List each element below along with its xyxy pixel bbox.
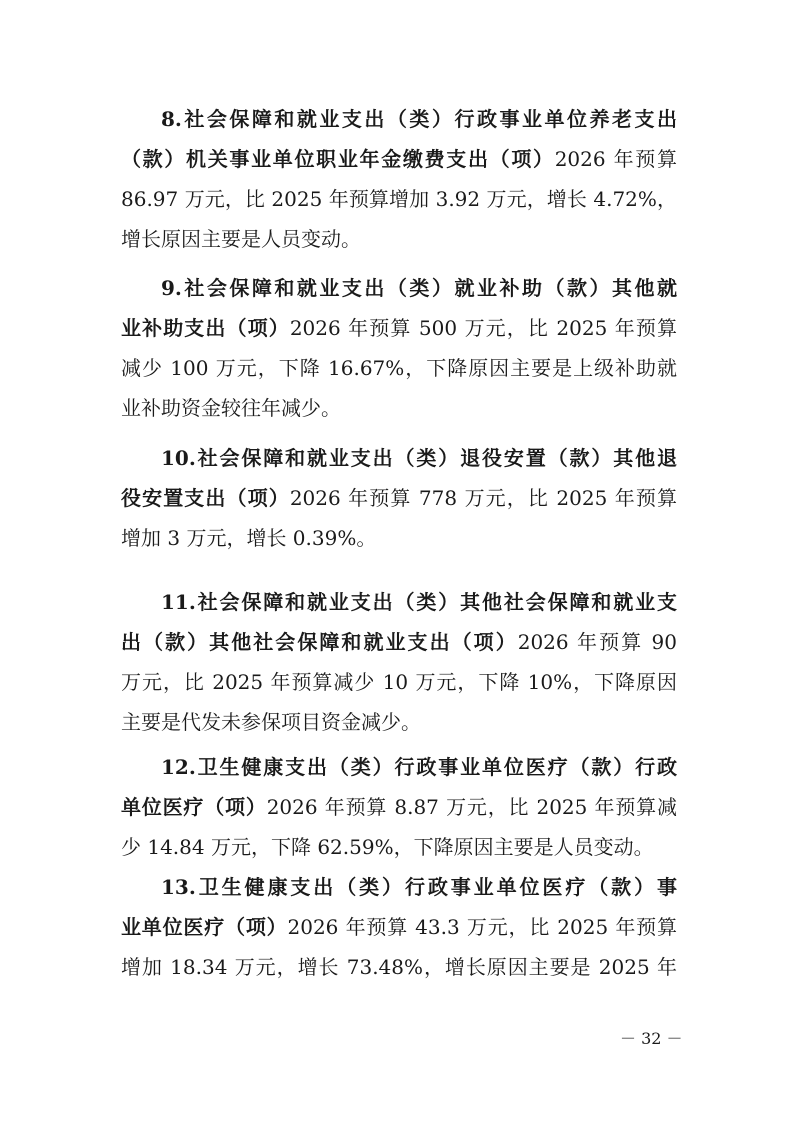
text-segment: 2026 年预算 90	[517, 630, 678, 654]
bold-text-segment: 出（款）其他社会保障和就业支出（项）	[121, 630, 518, 654]
text-segment: 增加 18.34 万元，增长 73.48%，增长原因主要是 2025 年	[121, 955, 677, 979]
text-line	[121, 954, 677, 980]
bold-text-segment: 11.社会保障和就业支出（类）其他社会保障和就业支	[161, 590, 677, 614]
text-segment: 2026 年预算 500 万元，比 2025 年预算	[289, 316, 677, 340]
text-line	[121, 709, 677, 735]
text-line	[121, 395, 677, 421]
text-line	[121, 794, 677, 820]
text-line	[121, 525, 677, 551]
text-line	[121, 315, 677, 341]
bold-text-segment: 役安置支出（项）	[121, 486, 290, 510]
text-line	[121, 485, 677, 511]
text-segment: 业补助资金较往年减少。	[121, 396, 341, 420]
text-segment: 86.97 万元，比 2025 年预算增加 3.92 万元，增长 4.72%，	[121, 187, 677, 211]
text-segment: 2026 年预算 778 万元，比 2025 年预算	[289, 486, 677, 510]
text-segment: 增长原因主要是人员变动。	[121, 227, 361, 251]
text-line	[121, 629, 677, 655]
bold-text-segment: 12.卫生健康支出（类）行政事业单位医疗（款）行政	[161, 755, 677, 779]
text-segment: 少 14.84 万元，下降 62.59%，下降原因主要是人员变动。	[121, 835, 654, 859]
text-segment: 主要是代发未参保项目资金减少。	[121, 710, 421, 734]
text-line	[121, 834, 677, 860]
bold-text-segment: 10.社会保障和就业支出（类）退役安置（款）其他退	[161, 446, 677, 470]
text-line	[161, 754, 677, 780]
text-line	[121, 146, 677, 172]
text-segment: 减少 100 万元，下降 16.67%，下降原因主要是上级补助就	[121, 356, 677, 380]
text-segment: 万元，比 2025 年预算减少 10 万元，下降 10%，下降原因	[121, 670, 677, 694]
bold-text-segment: 13.卫生健康支出（类）行政事业单位医疗（款）事	[161, 875, 677, 899]
text-line	[121, 355, 677, 381]
bold-text-segment: 9.社会保障和就业支出（类）就业补助（款）其他就	[161, 276, 677, 300]
text-line	[161, 275, 677, 301]
bold-text-segment: （款）机关事业单位职业年金缴费支出（项）	[121, 147, 555, 171]
text-line	[161, 445, 677, 471]
page-number: － 32 －	[620, 1029, 683, 1048]
text-segment: 2026 年预算 43.3 万元，比 2025 年预算	[287, 915, 677, 939]
text-line	[121, 226, 677, 252]
text-segment: 增加 3 万元，增长 0.39%。	[121, 526, 377, 550]
text-line	[161, 589, 677, 615]
text-line	[161, 874, 677, 900]
text-segment: 2026 年预算	[554, 147, 677, 171]
text-line	[121, 186, 677, 212]
text-line	[121, 914, 677, 940]
text-line	[161, 106, 677, 132]
bold-text-segment: 业补助支出（项）	[121, 316, 290, 340]
bold-text-segment: 8.社会保障和就业支出（类）行政事业单位养老支出	[161, 107, 677, 131]
bold-text-segment: 单位医疗（项）	[121, 795, 267, 819]
text-segment: 2026 年预算 8.87 万元，比 2025 年预算减	[266, 795, 677, 819]
text-line	[121, 669, 677, 695]
bold-text-segment: 业单位医疗（项）	[121, 915, 288, 939]
